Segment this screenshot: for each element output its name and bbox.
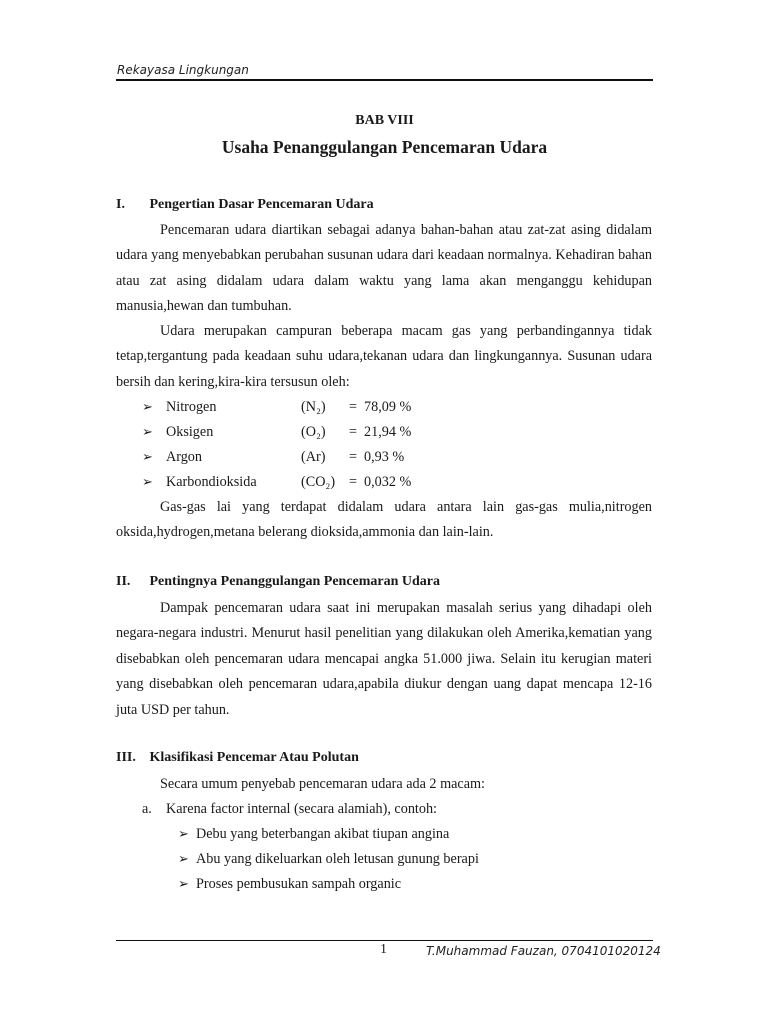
footer-author: T.Muhammad Fauzan, 0704101020124: [426, 944, 661, 958]
list-item: ➢ Oksigen (O₂) = 21,94 %: [142, 420, 542, 445]
list-item: ➢ Debu yang beterbangan akibat tiupan angina: [178, 822, 479, 847]
footer-rule: [116, 940, 653, 941]
list-item: ➢ Argon (Ar) = 0,93 %: [142, 445, 542, 470]
arrow-bullet-icon: ➢: [142, 400, 153, 415]
example-list: [178, 822, 479, 897]
section-number: III.: [116, 750, 136, 765]
paragraph: Dampak pencemaran udara saat ini merupakan masalah serius yang dihadapi oleh negara-negara industri. Menurut hasil penelitian yang dilakukan oleh Amerika,kematian yang disebabkan oleh pencemaran udara mencapai angka 51.000 jiwa. Selain itu kerugian materi yang disebabkan oleh pencemaran udara,apabila diukur dengan uang dapat mencapa 12-16 juta USD per tahun.: [116, 600, 652, 718]
list-item: ➢ Proses pembusukan sampah organic: [178, 872, 479, 897]
header-rule: [116, 79, 653, 81]
arrow-bullet-icon: ➢: [142, 425, 153, 440]
running-header: Rekayasa Lingkungan: [117, 63, 249, 77]
section-title: Pengertian Dasar Pencemaran Udara: [149, 197, 374, 212]
section-3-heading: [116, 750, 359, 766]
gas-composition-list: [142, 395, 542, 495]
arrow-bullet-icon: ➢: [178, 827, 189, 842]
arrow-bullet-icon: ➢: [142, 475, 153, 490]
list-item: a. Karena factor internal (secara alamiah), contoh:: [142, 797, 437, 822]
section-title: Klasifikasi Pencemar Atau Polutan: [149, 750, 359, 765]
arrow-bullet-icon: ➢: [178, 852, 189, 867]
paragraph: Gas-gas lai yang terdapat didalam udara antara lain gas-gas mulia,nitrogen oksida,hydrogen,metana belerang dioksida,ammonia dan lain-lain.: [116, 499, 652, 541]
arrow-bullet-icon: ➢: [178, 877, 189, 892]
list-item: ➢ Karbondioksida (CO₂) = 0,032 %: [142, 470, 542, 495]
page-number: 1: [380, 942, 387, 957]
section-number: I.: [116, 197, 125, 212]
chapter-title: Usaha Penanggulangan Pencemaran Udara: [221, 137, 548, 157]
paragraph: Pencemaran udara diartikan sebagai adanya bahan-bahan atau zat-zat asing didalam udara yang menyebabkan perubahan susunan udara dari keadaan normalnya. Kehadiran bahan atau zat asing didalam udara dalam waktu yang lama akan menganggu kehidupan manusia,hewan dan tumbuhan.: [116, 222, 652, 315]
section-number: II.: [116, 574, 131, 589]
section-2-heading: [116, 574, 440, 590]
list-item: ➢ Abu yang dikeluarkan oleh letusan gunung berapi: [178, 847, 479, 872]
list-item: ➢ Nitrogen (N₂) = 78,09 %: [142, 395, 542, 420]
section-title: Pentingnya Penanggulangan Pencemaran Udara: [149, 574, 441, 589]
paragraph: Udara merupakan campuran beberapa macam gas yang perbandingannya tidak tetap,tergantung pada keadaan suhu udara,tekanan udara dan lingkungannya. Susunan udara bersih dan kering,kira-kira tersusun oleh:: [116, 323, 652, 390]
section-1-heading: [116, 197, 374, 213]
paragraph: Secara umum penyebab pencemaran udara ada 2 macam:: [160, 776, 485, 792]
list-marker: a.: [142, 801, 152, 817]
arrow-bullet-icon: ➢: [142, 450, 153, 465]
chapter-label: BAB VIII: [355, 113, 414, 128]
